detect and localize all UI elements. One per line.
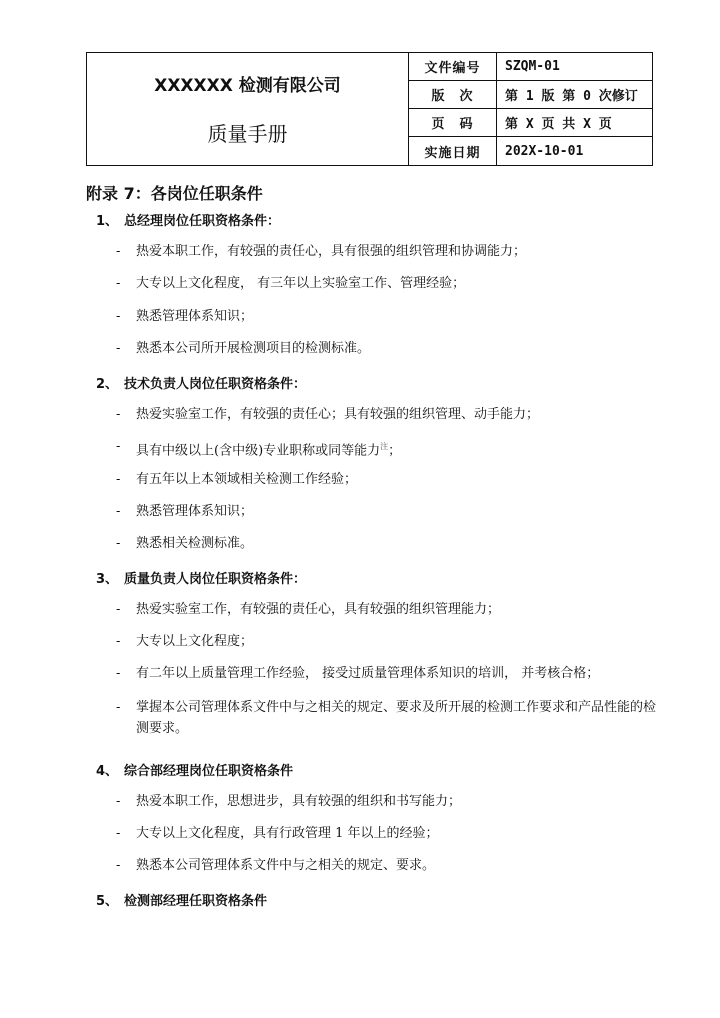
list-item: - 具有中级以上(含中级)专业职称或同等能力$^注$； bbox=[116, 439, 402, 459]
appendix-title: 附录 7：各岗位任职条件 bbox=[86, 184, 263, 203]
edition-label: 版 次 bbox=[409, 81, 497, 109]
list-item: - 热爱实验室工作，有较强的责任心；具有较强的组织管理、动手能力； bbox=[116, 407, 540, 422]
effective-date-label: 实施日期 bbox=[409, 137, 497, 166]
note-mark: 注 bbox=[380, 442, 389, 451]
section-title: 5、 检测部经理任职资格条件 bbox=[96, 894, 268, 909]
edition-value: 第 1 版 第 0 次修订 bbox=[497, 81, 653, 109]
effective-date-value: 202X-10-01 bbox=[497, 137, 653, 166]
list-item: - 大专以上文化程度， 有三年以上实验室工作、管理经验； bbox=[116, 276, 466, 291]
list-item: - 熟悉相关检测标准。 bbox=[116, 536, 254, 551]
section-title: 3、 质量负责人岗位任职资格条件： bbox=[96, 572, 307, 587]
page-value: 第 X 页 共 X 页 bbox=[497, 109, 653, 137]
company-name: XXXXXX 检测有限公司 bbox=[154, 76, 341, 96]
list-item: - 热爱本职工作，思想进步，具有较强的组织和书写能力； bbox=[116, 794, 462, 809]
list-item: - 热爱本职工作，有较强的责任心，具有很强的组织管理和协调能力； bbox=[116, 244, 527, 259]
list-item: - 熟悉管理体系知识； bbox=[116, 309, 254, 324]
list-item: - 大专以上文化程度； bbox=[116, 634, 254, 649]
company-cell bbox=[87, 53, 409, 166]
page-label: 页 码 bbox=[409, 109, 497, 137]
list-item: - 熟悉管理体系知识； bbox=[116, 504, 254, 519]
list-item: - 热爱实验室工作，有较强的责任心，具有较强的组织管理能力； bbox=[116, 602, 501, 617]
section-title: 1、 总经理岗位任职资格条件： bbox=[96, 214, 281, 229]
manual-title: 质量手册 bbox=[207, 122, 288, 146]
list-item: - 有五年以上本领域相关检测工作经验； bbox=[116, 472, 358, 487]
document-header-table bbox=[86, 52, 653, 166]
list-item: - 掌握本公司管理体系文件中与之相关的规定、要求及所开展的检测工作要求和产品性能的检测要求。 bbox=[116, 700, 657, 736]
list-item: - 熟悉本公司管理体系文件中与之相关的规定、要求。 bbox=[116, 858, 436, 873]
doc-number-value: SZQM-01 bbox=[497, 53, 653, 81]
doc-number-label: 文件编号 bbox=[409, 53, 497, 81]
list-item: - 有二年以上质量管理工作经验， 接受过质量管理体系知识的培训， 并考核合格； bbox=[116, 666, 600, 681]
list-item: - 熟悉本公司所开展检测项目的检测标准。 bbox=[116, 341, 371, 356]
section-title: 2、 技术负责人岗位任职资格条件： bbox=[96, 377, 307, 392]
list-item: - 大专以上文化程度，具有行政管理 1 年以上的经验； bbox=[116, 826, 439, 841]
section-title: 4、 综合部经理岗位任职资格条件 bbox=[96, 764, 294, 779]
